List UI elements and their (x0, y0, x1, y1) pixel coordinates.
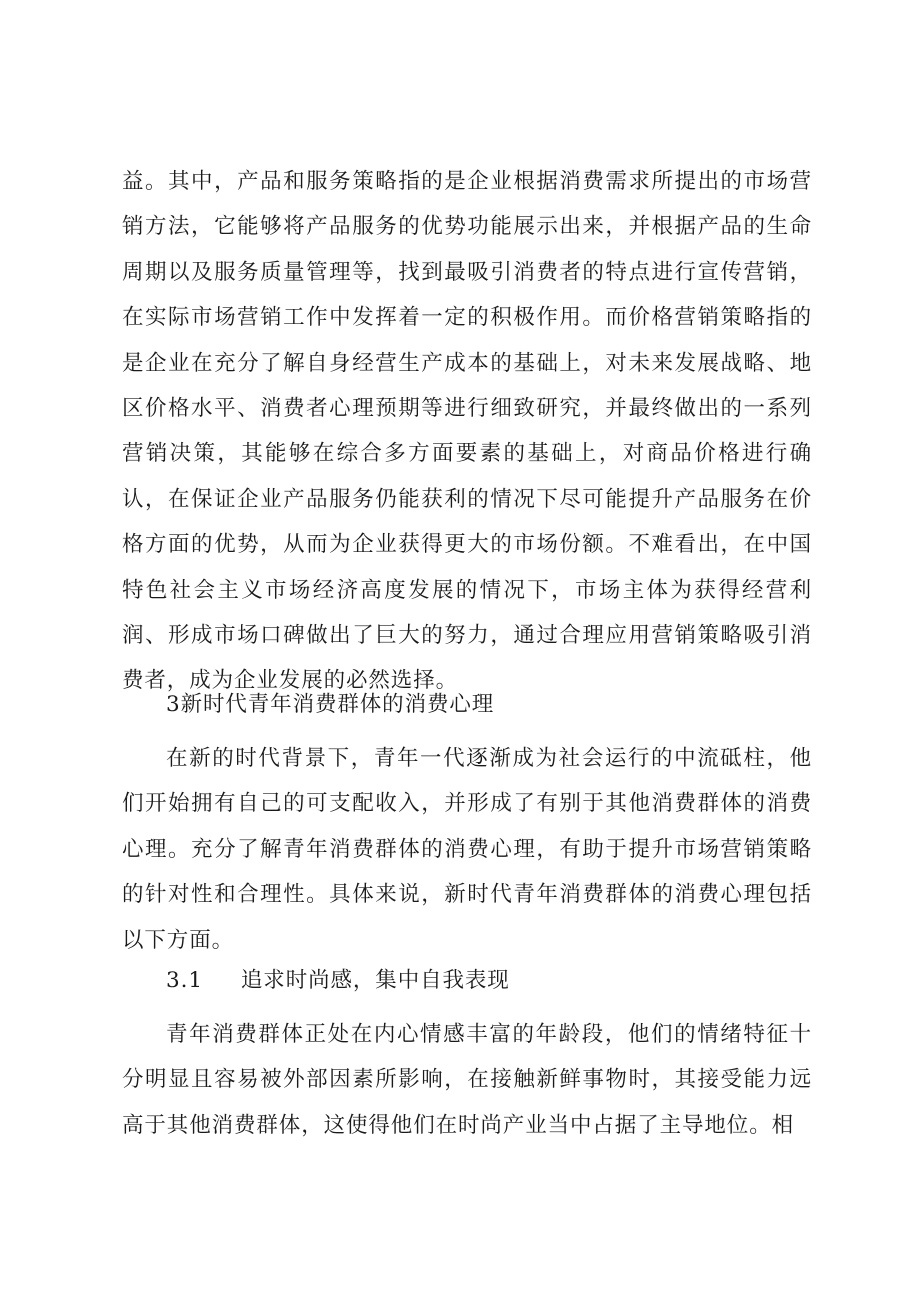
heading-number: 3.1 (166, 968, 203, 993)
heading-line (122, 958, 812, 1003)
paragraph-text: 在新的时代背景下，青年一代逐渐成为社会运行的中流砥柱，他们开始拥有自己的可支配收入，并形成了有别于其他消费群体的消费心理。充分了解青年消费群体的消费心理，有助于提升市场营销策略的针对性和合理性。具体来说，新时代青年消费群体的消费心理包括以下方面。 (122, 746, 812, 953)
paragraph-text: 青年消费群体正处在内心情感丰富的年龄段，他们的情绪特征十分明显且容易被外部因素所影响，在接触新鲜事物时，其接受能力远高于其他消费群体，这使得他们在时尚产业当中占据了主导地位。相 (122, 1022, 812, 1138)
heading-title: 追求时尚感，集中自我表现 (240, 968, 510, 993)
body-paragraph-continued (122, 159, 812, 704)
heading-text: 3新时代青年消费群体的消费心理 (166, 692, 495, 717)
section-heading-3-1 (122, 958, 812, 1003)
body-paragraph (122, 736, 812, 963)
section-heading-3 (122, 682, 812, 727)
paragraph-text: 益。其中，产品和服务策略指的是企业根据消费需求所提出的市场营销方法，它能够将产品服务的优势功能展示出来，并根据产品的生命周期以及服务质量管理等，找到最吸引消费者的特点进行宣传营销，在实际市场营销工作中发挥着一定的积极作用。而价格营销策略指的是企业在充分了解自身经营生产成本的基础上，对未来发展战略、地区价格水平、消费者心理预期等进行细致研究，并最终做出的一系列营销决策，其能够在综合多方面要素的基础上，对商品价格进行确认，在保证企业产品服务仍能获利的情况下尽可能提升产品服务在价格方面的优势，从而为企业获得更大的市场份额。不难看出，在中国特色社会主义市场经济高度发展的情况下，市场主体为获得经营利润、形成市场口碑做出了巨大的努力，通过合理应用营销策略吸引消费者，成为企业发展的必然选择。 (122, 169, 812, 694)
body-paragraph (122, 1012, 812, 1148)
